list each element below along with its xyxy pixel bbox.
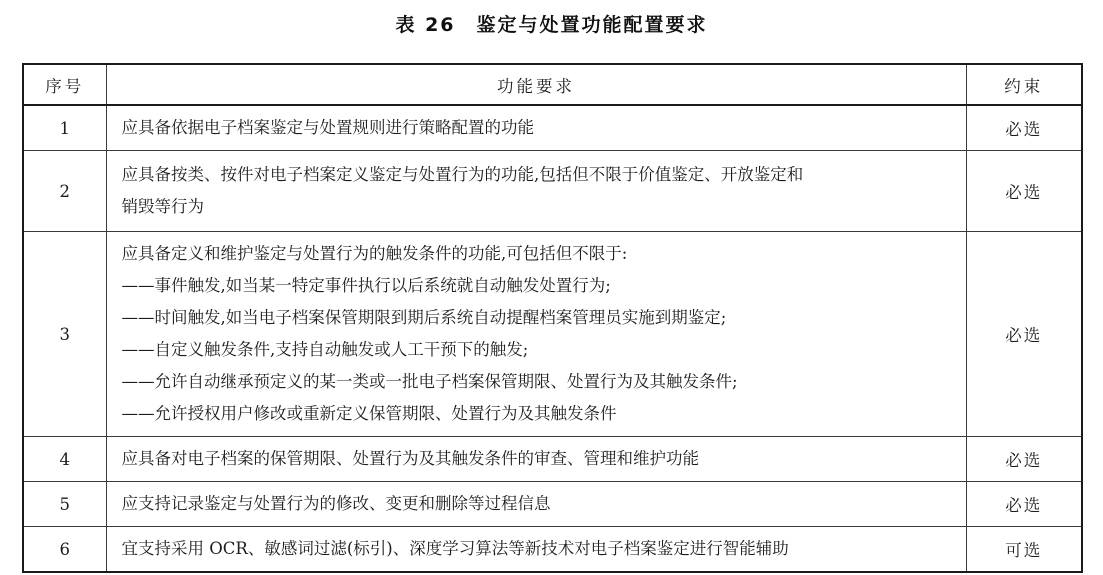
header-requirement: 功能要求 (106, 64, 966, 105)
row-number: 1 (23, 105, 106, 151)
table-row (23, 105, 1082, 151)
row-number: 4 (23, 437, 106, 482)
row-constraint: 必选 (966, 232, 1082, 437)
requirements-table (22, 63, 1083, 573)
row-constraint: 可选 (966, 527, 1082, 573)
row-requirement: 应支持记录鉴定与处置行为的修改、变更和删除等过程信息 (106, 482, 966, 527)
table-row (23, 527, 1082, 573)
header-constraint: 约束 (966, 64, 1082, 105)
row-number: 2 (23, 151, 106, 232)
row-requirement: 宜支持采用 OCR、敏感词过滤(标引)、深度学习算法等新技术对电子档案鉴定进行智能辅助 (106, 527, 966, 573)
row-number: 5 (23, 482, 106, 527)
table-row (23, 437, 1082, 482)
row-constraint: 必选 (966, 151, 1082, 232)
row-number: 3 (23, 232, 106, 437)
row-requirement: 应具备依据电子档案鉴定与处置规则进行策略配置的功能 (106, 105, 966, 151)
row-requirement: 应具备对电子档案的保管期限、处置行为及其触发条件的审查、管理和维护功能 (106, 437, 966, 482)
table-header-row (23, 64, 1082, 105)
table-row (23, 232, 1082, 437)
table-row (23, 482, 1082, 527)
row-requirement: 应具备按类、按件对电子档案定义鉴定与处置行为的功能,包括但不限于价值鉴定、开放鉴定和 销毁等行为 (106, 151, 966, 232)
row-constraint: 必选 (966, 437, 1082, 482)
table-title: 表 26 鉴定与处置功能配置要求 (395, 14, 708, 36)
header-no: 序号 (23, 64, 106, 105)
row-constraint: 必选 (966, 482, 1082, 527)
table-row (23, 151, 1082, 232)
row-constraint: 必选 (966, 105, 1082, 151)
row-requirement: 应具备定义和维护鉴定与处置行为的触发条件的功能,可包括但不限于: ——事件触发,如当某一特定事件执行以后系统就自动触发处置行为; ——时间触发,如当电子档案保管期限到期后系统自动提醒档案管理员实施到期鉴定; ——自定义触发条件,支持自动触发或人工干预下的触发; ——允许自动继承预定义的某一类或一批电子档案保管期限、处置行为及其触发条件; ——允许授权用户修改或重新定义保管期限、处置行为及其触发条件 (106, 232, 966, 437)
row-number: 6 (23, 527, 106, 573)
